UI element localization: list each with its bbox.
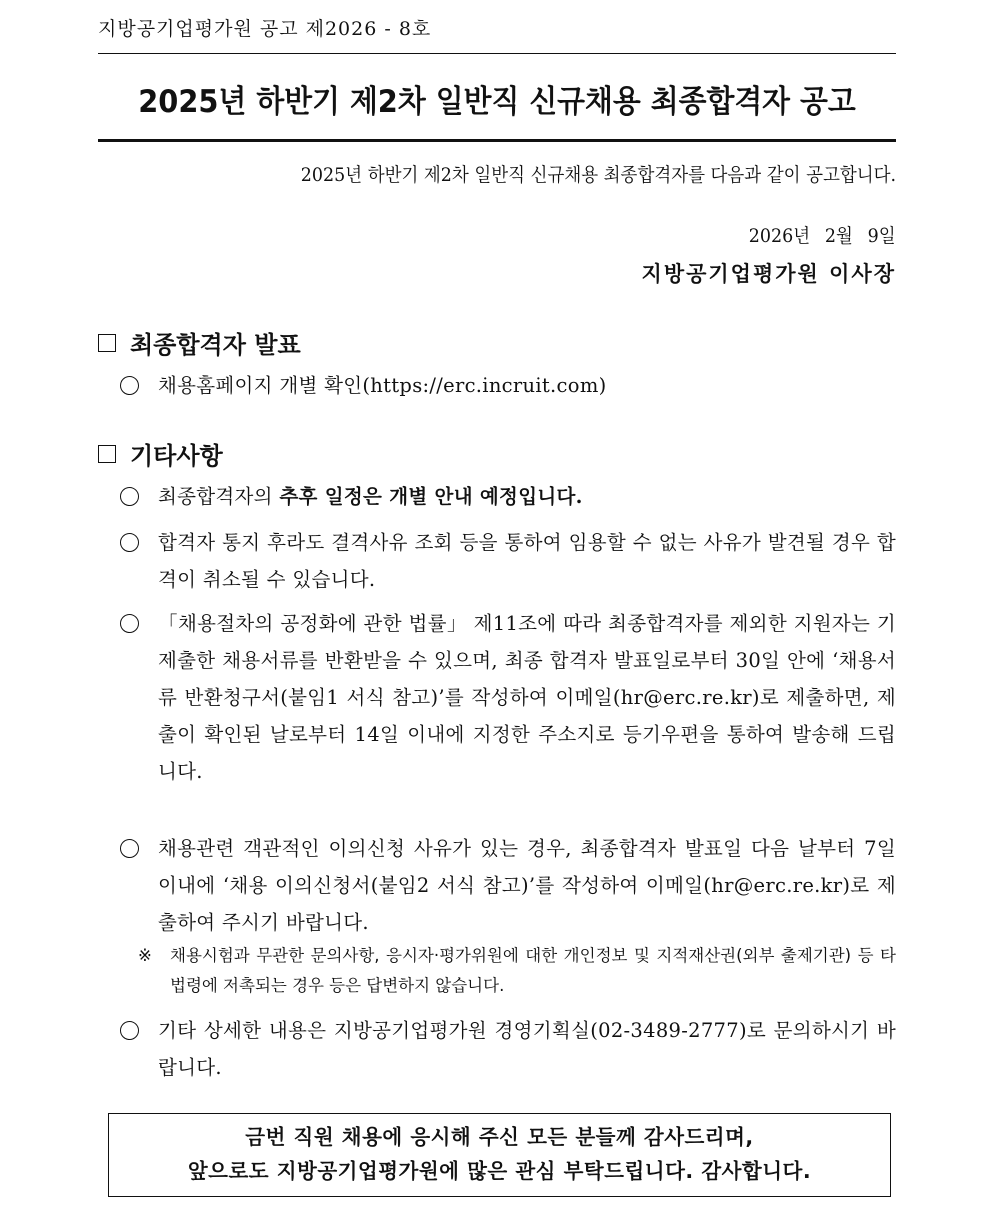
list-item <box>120 1012 896 1086</box>
list-item-prefix: 최종합격자의 <box>158 485 280 508</box>
intro-text: 2025년 하반기 제2차 일반직 신규채용 최종합격자를 다음과 같이 공고합니다. <box>300 164 896 186</box>
announcement-date: 2026년 2월 9일 <box>749 225 896 247</box>
square-outline-icon <box>98 334 116 352</box>
signer: 지방공기업평가원 이사장 <box>641 261 896 286</box>
section-heading-label: 기타사항 <box>130 442 223 470</box>
circle-outline-icon <box>120 614 139 633</box>
reference-note-text: 채용시험과 무관한 문의사항, 응시자·평가위원에 대한 개인정보 및 지적재산권(외부 출제기관) 등 타 법령에 저촉되는 경우 등은 답변하지 않습니다. <box>170 946 896 995</box>
list-item <box>120 367 896 404</box>
section-heading-label: 최종합격자 발표 <box>130 331 301 359</box>
list-item-text: 합격자 통지 후라도 결격사유 조회 등을 통하여 임용할 수 없는 사유가 발견될 경우 합격이 취소될 수 있습니다. <box>158 531 896 591</box>
list-item-text: 「채용절차의 공정화에 관한 법률」 제11조에 따라 최종합격자를 제외한 지원자는 기 제출한 채용서류를 반환받을 수 있으며, 최종 합격자 발표일로부터 30일 안에 ‘채용서류 반환청구서(붙임1 서식 참고)’를 작성하여 이메일(hr@erc.re.kr)로 제출하면, 제출이 확인된 날로부터 14일 이내에 지정한 주소지로 등기우편을 통하여 발송해 드립니다. <box>158 612 896 783</box>
list-item-text: 기타 상세한 내용은 지방공기업평가원 경영기획실(02-3489-2777)로 문의하시기 바랍니다. <box>158 1019 896 1079</box>
circle-outline-icon <box>120 376 139 395</box>
closing-message-box <box>108 1113 891 1197</box>
list-item <box>120 605 896 790</box>
square-outline-icon <box>98 445 116 463</box>
circle-outline-icon <box>120 1021 139 1040</box>
list-item <box>120 830 896 941</box>
list-item <box>120 478 896 515</box>
header-divider-thin <box>98 53 896 54</box>
list-item-text: 채용관련 객관적인 이의신청 사유가 있는 경우, 최종합격자 발표일 다음 날부터 7일 이내에 ‘채용 이의신청서(붙임2 서식 참고)’를 작성하여 이메일(hr@erc.re.kr)로 제출하여 주시기 바랍니다. <box>158 837 896 934</box>
list-item <box>120 524 896 598</box>
section-heading-final-announcement <box>98 325 301 360</box>
list-item-emphasis: 추후 일정은 개별 안내 예정입니다. <box>279 485 583 508</box>
reference-note <box>138 941 896 1001</box>
page-title: 2025년 하반기 제2차 일반직 신규채용 최종합격자 공고 <box>138 84 856 120</box>
section-heading-other-notes <box>98 436 223 471</box>
header-divider-thick <box>98 139 896 142</box>
closing-line-1: 금번 직원 채용에 응시해 주신 모든 분들께 감사드리며, <box>245 1125 754 1149</box>
notice-number: 지방공기업평가원 공고 제2026 - 8호 <box>98 18 432 40</box>
circle-outline-icon <box>120 533 139 552</box>
reference-mark-icon: ※ <box>138 946 152 965</box>
circle-outline-icon <box>120 487 139 506</box>
list-item-text: 채용홈페이지 개별 확인(https://erc.incruit.com) <box>158 374 607 397</box>
circle-outline-icon <box>120 839 139 858</box>
closing-line-2: 앞으로도 지방공기업평가원에 많은 관심 부탁드립니다. 감사합니다. <box>187 1159 812 1183</box>
